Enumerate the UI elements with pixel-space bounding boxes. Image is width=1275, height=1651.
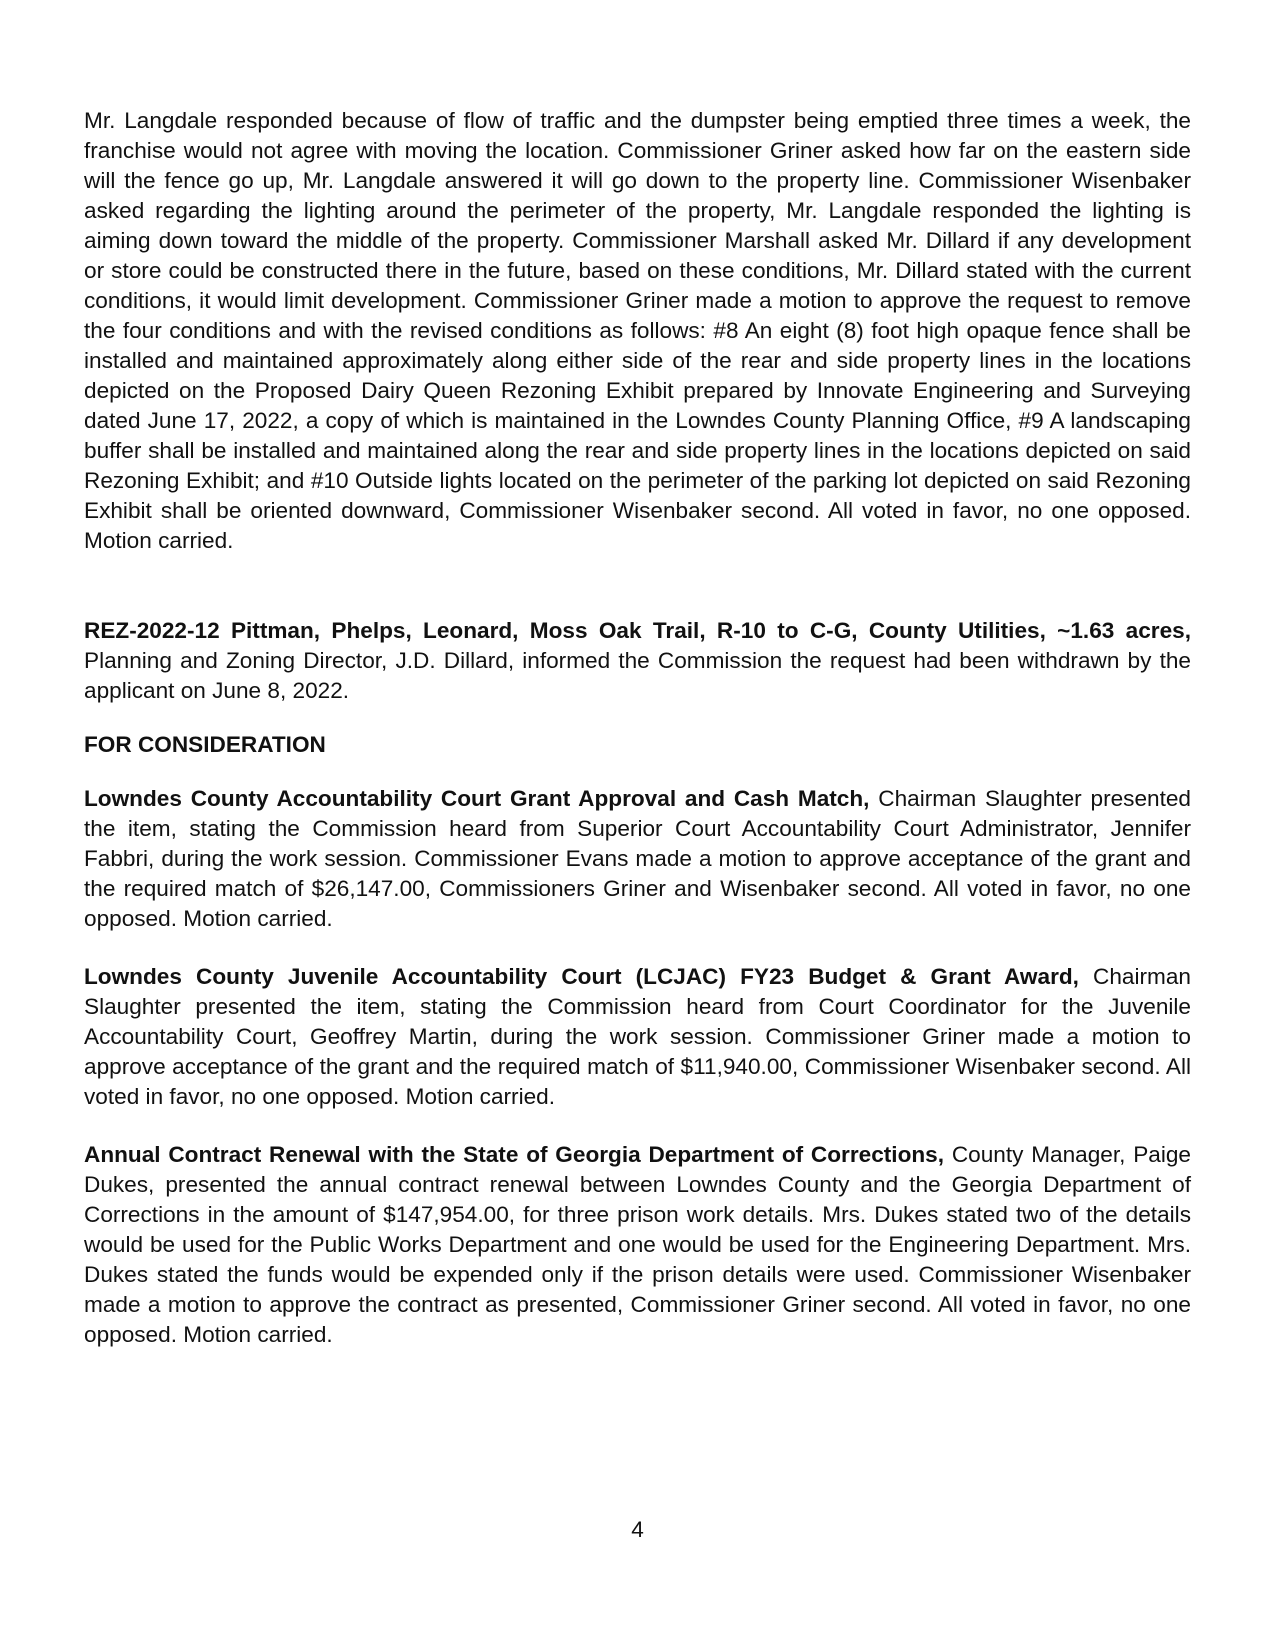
document-body <box>84 106 1191 1350</box>
item-body-juvenile-accountability-court: Chairman Slaughter presented the item, stating the Commission heard from Court Coordinator for the Juvenile Accountability Court, Geoffrey Martin, during the work session. Commissioner Griner made a motion to approve acceptance of the grant and the required match of $11,940.00, Commissioner Wisenbaker second. All voted in favor, no one opposed. Motion carried. <box>84 964 1191 1109</box>
paragraph-accountability-court-grant <box>84 784 1191 934</box>
page-number: 4 <box>631 1517 644 1542</box>
paragraph-rez-2022-12 <box>84 616 1191 706</box>
paragraph-juvenile-accountability-court <box>84 962 1191 1112</box>
paragraph-langdale-discussion <box>84 106 1191 556</box>
item-body-rez-2022-12: Planning and Zoning Director, J.D. Dillard, informed the Commission the request had been withdrawn by the applicant on June 8, 2022. <box>84 648 1191 703</box>
item-title-department-of-corrections: Annual Contract Renewal with the State of Georgia Department of Corrections, <box>84 1142 945 1167</box>
item-body-department-of-corrections: County Manager, Paige Dukes, presented the annual contract renewal between Lowndes County and the Georgia Department of Corrections in the amount of $147,954.00, for three prison work details. Mrs. Dukes stated two of the details would be used for the Public Works Department and one would be used for the Engineering Department. Mrs. Dukes stated the funds would be expended only if the prison details were used. Commissioner Wisenbaker made a motion to approve the contract as presented, Commissioner Griner second. All voted in favor, no one opposed. Motion carried. <box>84 1142 1191 1347</box>
paragraph-text: Mr. Langdale responded because of flow of traffic and the dumpster being emptied three times a week, the franchise would not agree with moving the location. Commissioner Griner asked how far on the eastern side will the fence go up, Mr. Langdale answered it will go down to the property line. Commissioner Wisenbaker asked regarding the lighting around the perimeter of the property, Mr. Langdale responded the lighting is aiming down toward the middle of the property. Commissioner Marshall asked Mr. Dillard if any development or store could be constructed there in the future, based on these conditions, Mr. Dillard stated with the current conditions, it would limit development. Commissioner Griner made a motion to approve the request to remove the four conditions and with the revised conditions as follows: #8 An eight (8) foot high opaque fence shall be installed and maintained approximately along either side of the rear and side property lines in the locations depicted on the Proposed Dairy Queen Rezoning Exhibit prepared by Innovate Engineering and Surveying dated June 17, 2022, a copy of which is maintained in the Lowndes County Planning Office, #9 A landscaping buffer shall be installed and maintained along the rear and side property lines in the locations depicted on said Rezoning Exhibit; and #10 Outside lights located on the perimeter of the parking lot depicted on said Rezoning Exhibit shall be oriented downward, Commissioner Wisenbaker second. All voted in favor, no one opposed. Motion carried. <box>84 108 1191 553</box>
item-body-accountability-court-grant: Chairman Slaughter presented the item, stating the Commission heard from Superior Court Accountability Court Administrator, Jennifer Fabbri, during the work session. Commissioner Evans made a motion to approve acceptance of the grant and the required match of $26,147.00, Commissioners Griner and Wisenbaker second. All voted in favor, no one opposed. Motion carried. <box>84 786 1191 931</box>
item-title-rez-2022-12: REZ-2022-12 Pittman, Phelps, Leonard, Moss Oak Trail, R-10 to C-G, County Utilities, ~1.63 acres, <box>84 618 1191 643</box>
paragraph-department-of-corrections <box>84 1140 1191 1350</box>
item-title-accountability-court-grant: Lowndes County Accountability Court Grant Approval and Cash Match, <box>84 786 870 811</box>
item-title-juvenile-accountability-court: Lowndes County Juvenile Accountability Court (LCJAC) FY23 Budget & Grant Award, <box>84 964 1079 989</box>
section-heading-for-consideration: FOR CONSIDERATION <box>84 732 326 757</box>
